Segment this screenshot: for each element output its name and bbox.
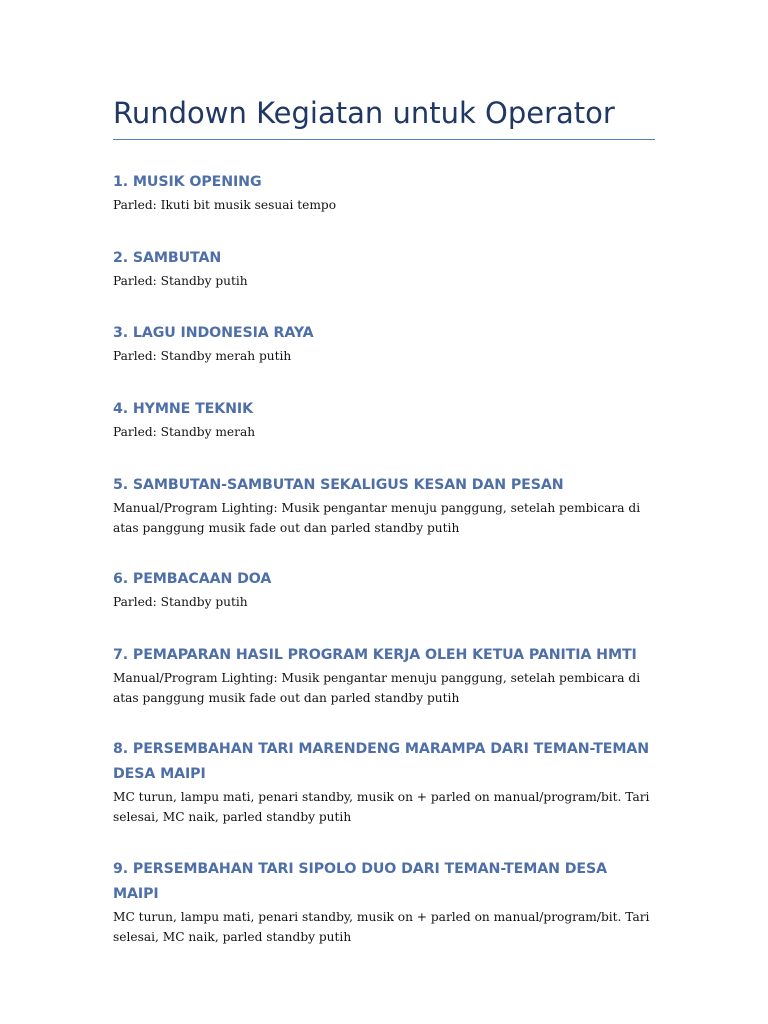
title-divider [113,139,655,140]
section-body: Parled: Standby putih [113,274,248,288]
section-lagu-indonesia-raya [113,321,655,366]
section-sambutan-sambutan [113,473,655,538]
section-body: Parled: Standby merah putih [113,349,292,363]
section-pembacaan-doa [113,567,655,612]
section-body: MC turun, lampu mati, penari standby, musik on + parled on manual/program/bit. Tari selesai, MC naik, parled standby putih [113,910,650,944]
section-tari-sipolo-duo [113,857,655,947]
section-sambutan [113,246,655,291]
section-heading: 8. PERSEMBAHAN TARI MARENDENG MARAMPA DARI TEMAN-TEMAN DESA MAIPI [113,741,650,782]
section-heading: 1. MUSIK OPENING [113,174,262,190]
section-hymne-teknik [113,397,655,442]
section-heading: 5. SAMBUTAN-SAMBUTAN SEKALIGUS KESAN DAN PESAN [113,477,564,493]
section-pemaparan-hasil [113,643,655,708]
section-body: Parled: Ikuti bit musik sesuai tempo [113,198,337,212]
section-body: Manual/Program Lighting: Musik pengantar menuju panggung, setelah pembicara di atas panggung musik fade out dan parled standby putih [113,671,641,705]
section-body: Parled: Standby putih [113,595,248,609]
section-heading: 4. HYMNE TEKNIK [113,401,253,417]
section-heading: 7. PEMAPARAN HASIL PROGRAM KERJA OLEH KETUA PANITIA HMTI [113,647,637,663]
section-body: Parled: Standby merah [113,425,256,439]
section-body: Manual/Program Lighting: Musik pengantar menuju panggung, setelah pembicara di atas panggung musik fade out dan parled standby putih [113,501,641,535]
section-musik-opening [113,170,655,215]
section-heading: 6. PEMBACAAN DOA [113,571,272,587]
section-body: MC turun, lampu mati, penari standby, musik on + parled on manual/program/bit. Tari selesai, MC naik, parled standby putih [113,790,650,824]
section-tari-marendeng [113,737,655,827]
document-title: Rundown Kegiatan untuk Operator [113,96,615,130]
section-heading: 9. PERSEMBAHAN TARI SIPOLO DUO DARI TEMAN-TEMAN DESA MAIPI [113,861,607,902]
section-heading: 3. LAGU INDONESIA RAYA [113,325,314,341]
section-heading: 2. SAMBUTAN [113,250,222,266]
